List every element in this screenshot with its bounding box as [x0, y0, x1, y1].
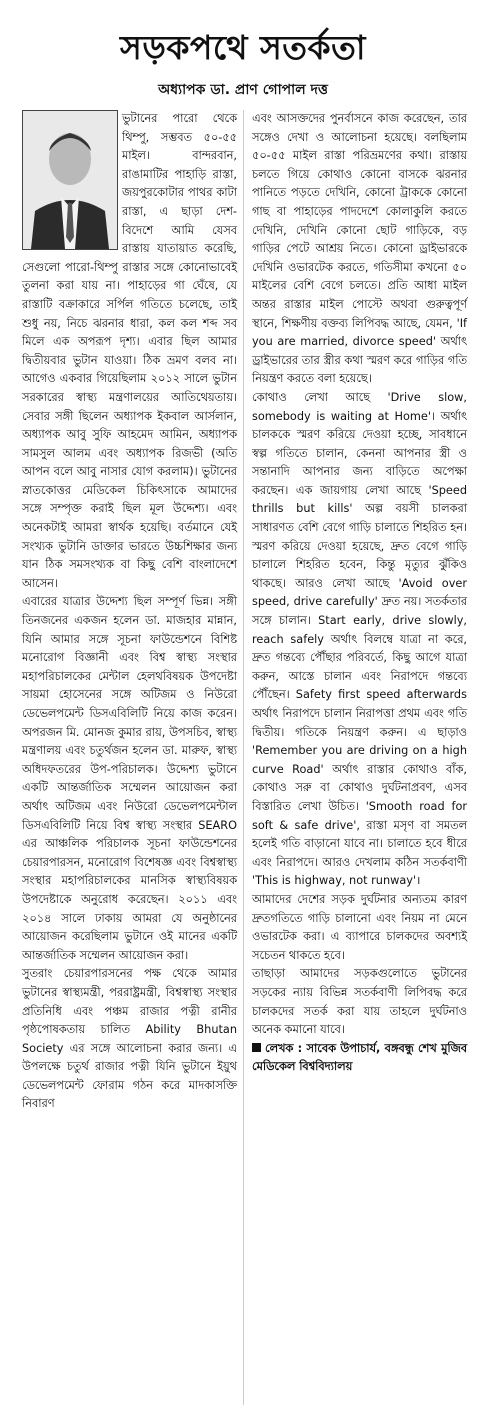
paragraph: আমাদের দেশের সড়ক দুর্ঘটনার অন্যতম কারণ দ্রুতগতিতে গাড়ি চালানো এবং নিয়ম না মেনে ওভারটেক করা। এ ব্যাপারে চালকদের অবশ্যই সচেতন থাকতে হবে।	[252, 892, 467, 962]
article-column-left	[22, 110, 237, 1114]
author-credit	[252, 1040, 467, 1077]
column-divider	[243, 110, 244, 1405]
paragraph: সুতরাং চেয়ারপারসনের পক্ষ থেকে আমার ভুটানের স্বাস্থ্যমন্ত্রী, পররাষ্ট্রমন্ত্রী, বিশ্বস্বাস্থ্য সংস্থার প্রতিনিধি এবং পঞ্চম রাজার পত্নী রানীর পৃষ্ঠপোষকতায় চালিত Ability Bhutan Society এর সঙ্গে আলোচনা করার জন্য। এ উপলক্ষে চতুর্থ রাজার পত্নী যিনি ভুটানে ইয়ুথ ডেভেলপমেন্ট ফোরাম গঠন করে মাদকাসক্তি নিবারণ	[22, 967, 237, 1111]
paragraph: এবং আসক্তদের পুনর্বাসনে কাজ করেছেন, তার সঙ্গেও দেখা ও আলোচনা হয়েছে। বলছিলাম ৫০-৫৫ মাইল রাস্তা পরিভ্রমণের কথা। রাস্তায় চলতে গিয়ে কোথাও কোনো বাসকে ঝরনার পানিতে পড়তে দেখিনি, কোনো ট্রাককে কোনো গাছ বা পাহাড়ের পাদদেশে কোলাকুলি করতে দেখিনি, দেখিনি কোনো ছোট গাড়িকে, বড় গাড়ির পেটে আশ্রয় নিতে। কোনো ড্রাইভারকে দেখিনি ওভারটেক করতে, গতিসীমা কখনো ৫০ মাইলের বেশি বেগে চলতে। প্রতি আধা মাইল অন্তর রাস্তার মাইল পোস্টে অথবা গুরুত্বপূর্ণ স্থানে, শিক্ষণীয় বক্তব্য লিপিবদ্ধ আছে, যেমন, 'If you are married, divorce speed' অর্থাৎ ড্রাইভারের তার স্ত্রীর কথা স্মরণ করে গাড়ির গতি নিয়ন্ত্রণ করতে বলা হয়েছে।	[252, 112, 467, 386]
article-byline: অধ্যাপক ডা. প্রাণ গোপাল দত্ত	[158, 82, 328, 98]
paragraph: তাছাড়া আমাদের সড়কগুলোতে ভুটানের সড়কের ন্যায় বিভিন্ন সতর্কবাণী লিপিবদ্ধ করে চালকদের সতর্ক করা যায় তাহলে দুর্ঘটনাও অনেক কমানো যাবে।	[252, 967, 467, 1037]
article-headline: সড়কপথে সতর্কতা	[120, 28, 366, 67]
article-column-right	[252, 110, 467, 1077]
photo-wrap-space	[22, 110, 122, 257]
author-credit-text: লেখক : সাবেক উপাচার্য, বঙ্গবন্ধু শেখ মুজিব মেডিকেল বিশ্ববিদ্যালয়	[252, 1041, 467, 1074]
paragraph: এবারের যাত্রার উদ্দেশ্য ছিল সম্পূর্ণ ভিন্ন। সঙ্গী তিনজনের একজন হলেন ডা. মাজহার মান্নান, যিনি আমার সঙ্গে সূচনা ফাউন্ডেশনে বিশিষ্ট মনোরোগ বিজ্ঞানী এবং বিশ্ব স্বাস্থ্য সংস্থার মহাপরিচালকের মেন্টাল হেলথবিষয়ক উপদেষ্টা সায়মা হোসেনের সঙ্গে অটিজম ও নিউরো ডেভেলপমেন্ট ডিসএবিলিটি নিয়ে কাজ করেন। অপরজন মি. মোনজ কুমার রায়, উপসচিব, স্বাস্থ্য মন্ত্রণালয় এবং চতুর্থজন হলেন ডা. মারুফ, স্বাস্থ্য অধিদফতরের উপ-পরিচালক। উদ্দেশ্য ভুটানে একটি আন্তর্জাতিক সম্মেলন আয়োজন করা অর্থাৎ অটিজম এবং নিউরো ডেভেলপমেন্টাল ডিসএবিলিটি নিয়ে বিশ্ব স্বাস্থ্য সংস্থার SEARO এর আঞ্চলিক পরিচালক সূচনা ফাউন্ডেশনের চেয়ারপারসন, মনোরোগ বিশেষজ্ঞ এবং বিশ্বস্বাস্থ্য সংস্থার মহাপরিচালকের মানসিক স্বাস্থ্যবিষয়ক উপদেষ্টাকে অনুরোধ করেছেন। ২০১১ এবং ২০১৪ সালে ঢাকায় আমরা যে অনুষ্ঠানের আয়োজন করেছিলাম ভুটানে ওই মানের একটি আন্তর্জাতিক সম্মেলন আয়োজন করা।	[22, 595, 237, 962]
square-bullet-icon	[252, 1043, 261, 1052]
paragraph: কোথাও লেখা আছে 'Drive slow, somebody is waiting at Home'। অর্থাৎ চালককে স্মরণ করিয়ে দেওয়া হচ্ছে, সাবধানে স্বল্প গতিতে চালান, কেননা আপনার স্ত্রী ও সন্তানাদি আপনার জন্য বাড়িতে অপেক্ষা করছেন। এক জায়গায় লেখা আছে 'Speed thrills but kills' অল্প বয়সী চালকরা সাধারণত বেশি বেগে গাড়ি চালাতে শিহরিত হন। স্মরণ করিয়ে দেওয়া হয়েছে, দ্রুত বেগে গাড়ি চালালে শিহরিত হবেন, কিন্তু মৃত্যুর ঝুঁকিও থাকছে। আরও লেখা আছে 'Avoid over speed, drive carefully' দ্রুত নয়। সতর্কতার সঙ্গে চালান। Start early, drive slowly, reach safely অর্থাৎ বিলম্বে যাত্রা না করে, দ্রুত গন্তব্যে পৌঁছার পরিবর্তে, কিছু আগে যাত্রা করুন, আস্তে চালান এবং নিরাপদে গন্তব্যে পৌঁছেন। Safety first speed afterwards অর্থাৎ নিরাপদে চালান নিরাপত্তা প্রথম এবং গতি দ্বিতীয়। গতিকে নিয়ন্ত্রণ করুন। এ ছাড়াও 'Remember you are driving on a high curve Road' অর্থাৎ রাস্তার কোথাও বাঁক, কোথাও সরু বা কোথাও দুর্ঘটনাপ্রবণ, এসব বিস্তারিত লেখা উচিত। 'Smooth road for soft & safe drive', রাস্তা মসৃণ বা সমতল হলেই গতি বাড়ানো যাবে না। চালাতে হবে ধীরে এবং নিরাপদে। আরও দেখলাম কঠিন সতর্কবাণী 'This is highway, not runway'।	[252, 390, 467, 888]
paragraph: ভুটানের পারো থেকে থিম্পু, সম্ভবত ৫০-৫৫ মাইল। বান্দরবান, রাঙামাটির পাহাড়ি রাস্তা, জয়পুরকোটার পাথর কাটা রাস্তা, এ ছাড়া দেশ-বিদেশে আমি যেসব রাস্তায় যাতায়াত করেছি, সেগুলো পারো-থিম্পু রাস্তার সঙ্গে কোনোভাবেই তুলনা করা যায় না। পাহাড়ের গা ঘেঁষে, যে রাস্তাটি বক্রাকারে সর্পিল গতিতে চলেছে, তাই শুধু নয়, নিচে ঝরনার ধারা, কল কল শব্দ সব মিলে এক অপরূপ দৃশ্য। এবার ছিল আমার দ্বিতীয়বার ভুটান যাওয়া। ঠিক ভ্রমণ বলব না। আগেও একবার গিয়েছিলাম ২০১২ সালে ভুটান সরকারের স্বাস্থ্য মন্ত্রণালয়ের আতিথেয়তায়। সেবার সঙ্গী ছিলেন অধ্যাপক ইকবাল আর্সলান, অধ্যাপক আবু সুফি আহমেদ আমিন, অধ্যাপক সামসুল আলম এবং অধ্যাপক রিজভী (অতি আপন বলে আবু নাসার যোগ করলাম)। ভুটানের স্নাতকোত্তর মেডিকেল চিকিৎসাকে আমাদের সঙ্গে সম্পৃক্ত করাই ছিল মূল উদ্দেশ্য। এবং অনেকটাই আমরা স্বার্থক হয়েছি। বর্তমানে যেই সংখ্যক ভুটানি ডাক্তার ভারতে উচ্চশিক্ষার জন্য যান ঠিক সমসংখ্যক বা কিছু বেশি বাংলাদেশে আসেন।	[22, 112, 237, 590]
